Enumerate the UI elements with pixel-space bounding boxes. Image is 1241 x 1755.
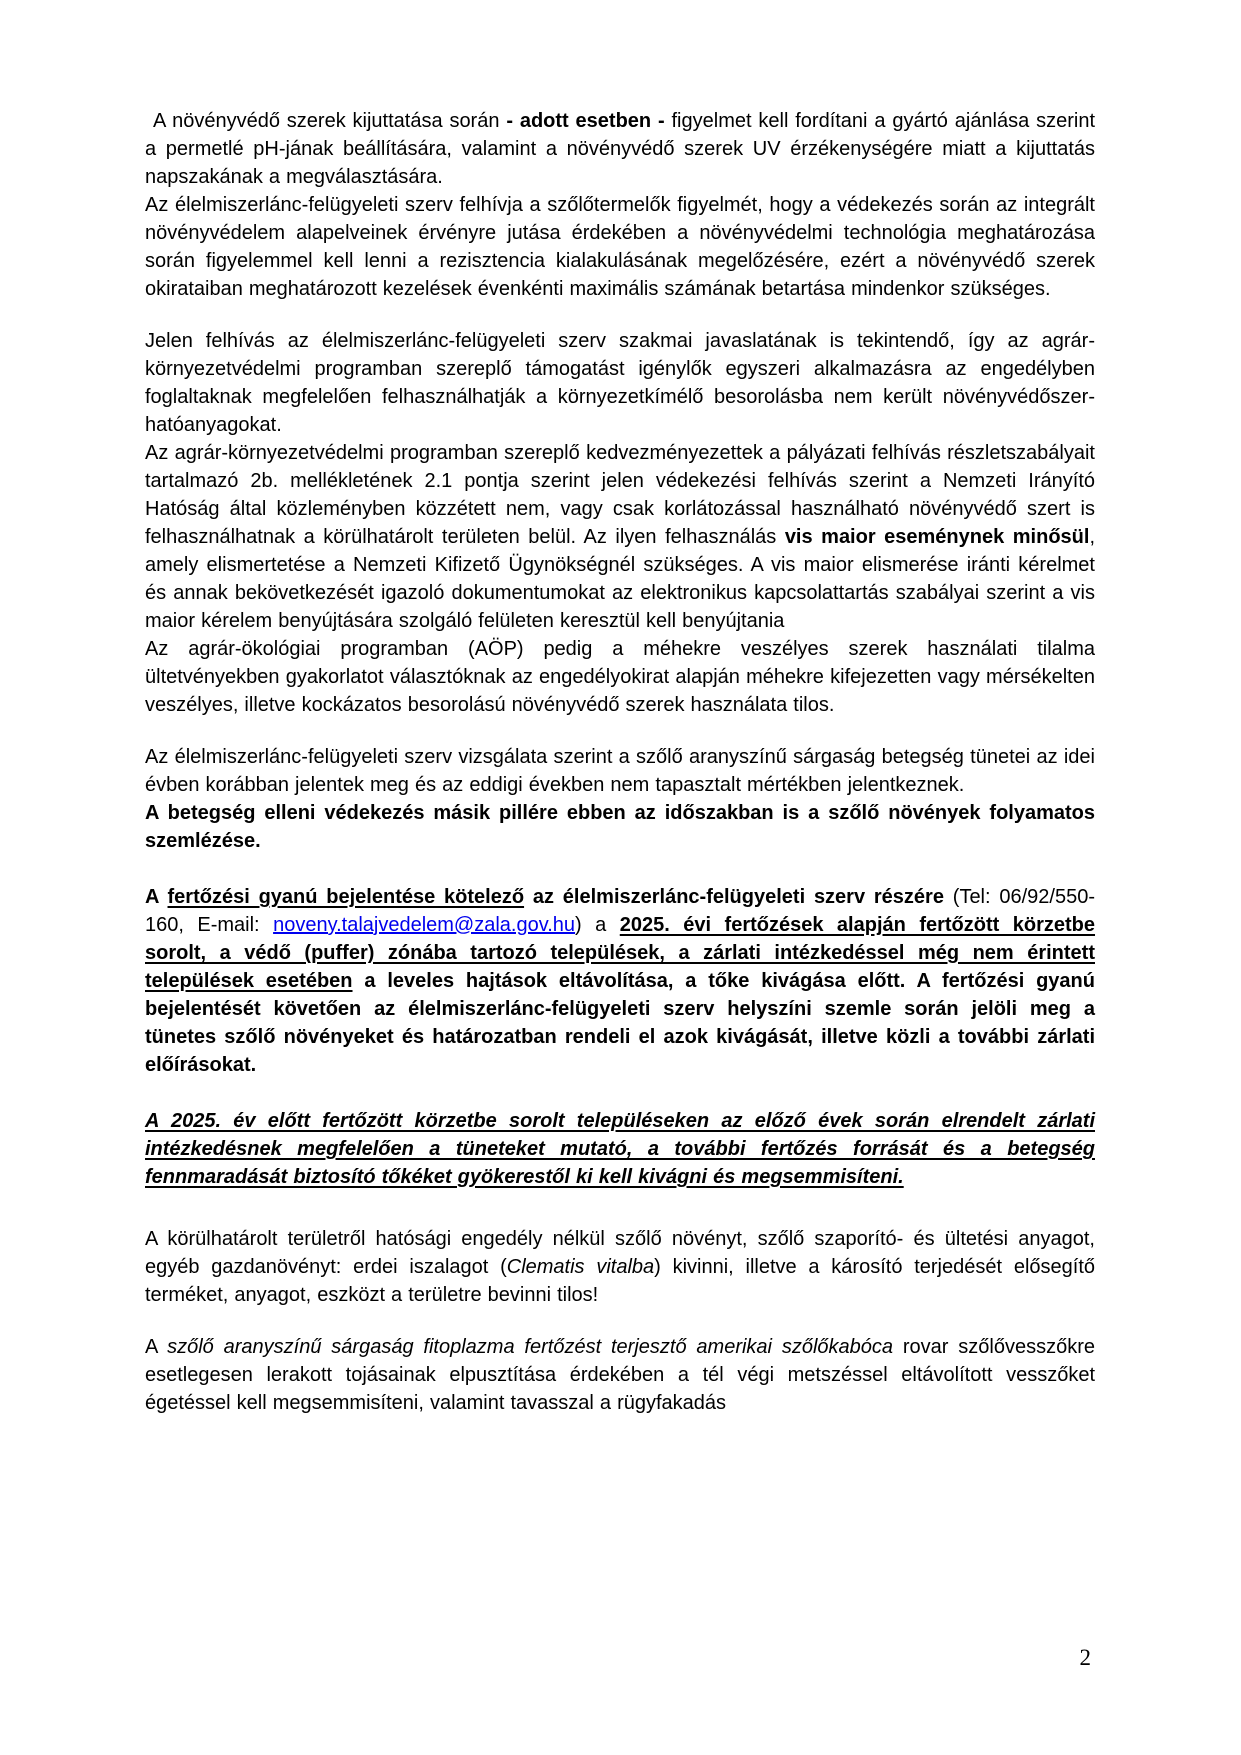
text-segment: Az élelmiszerlánc-felügyeleti szerv vizsgálata szerint a szőlő aranyszínű sárgaság betegség tünetei az idei évben korábban jelentek meg és az eddigi években nem tapasztalt mértékben jelentkeznek. [145,746,1095,796]
text-segment: figyelmet kell fordítani a gyártó ajánlása szerint a permetlé pH-jának beállítására, valamint a növényvédő szerek UV érzékenységére miatt a kijuttatás napszakának a megválasztására. [145,110,1096,188]
text-segment: A [145,1336,168,1358]
text-segment: Clematis vitalba [506,1256,655,1278]
disease-symptoms-paragraph [145,743,1095,799]
text-segment: A [145,886,168,908]
blank-line [145,855,1095,883]
spray-timing-paragraph [145,107,1095,191]
text-segment: A betegség elleni védekezés másik pillére ebben az időszakban is a szőlő növények folyamatos szemlézése. [145,802,1095,852]
text-segment: a leveles hajtások eltávolítása, a tőke kivágása előtt. A fertőzési gyanú bejelentését követően az élelmiszerlánc-felügyeleti szerv helyszíni szemle során jelöli meg a tünetes szőlő növényeket és határozatban rendeli el azok kivágását, illetve közli a további zárlati előírásokat. [145,970,1095,1076]
blank-line [145,303,1095,327]
text-segment: ) a [575,914,620,936]
blank-line [145,1191,1095,1225]
text-segment: - adott esetben - [506,110,665,132]
text-segment: Az agrár-ökológiai programban (AÖP) pedig a méhekre veszélyes szerek használati tilalma ültetvényekben gyakorlatot választóknak az engedélyokirat alapján méhekre kifejezetten vagy mérsékelten veszélyes, illetve kockázatos besorolású növényvédő szerek használata tilos. [145,638,1095,716]
professional-recommendation-paragraph [145,327,1095,439]
text-segment: Az agrár-környezetvédelmi programban szereplő kedvezményezettek a pályázati felhívás részletszabályait tartalmazó 2b. mellékletének 2.1 pontja szerint jelen védekezési felhívás szerint a Nemzeti Irányító Hatóság által közleményben közzétett nem, vagy csak korlátozással használható növényvédő szert is felhasználhatnak a körülhatárolt területen belül. Az ilyen felhasználás [145,442,1095,548]
blank-line [145,1079,1095,1107]
blank-line [145,719,1095,743]
text-segment: A körülhatárolt területről hatósági engedély nélkül szőlő növényt, szőlő szaporító- és ültetési anyagot, egyéb gazdanövényt: erdei iszalagot ( [145,1228,1095,1278]
text-segment: vis maior eseménynek minősül [784,526,1090,548]
text-segment: A növényvédő szerek kijuttatása során [153,110,507,132]
text-segment: Az élelmiszerlánc-felügyeleti szerv felhívja a szőlőtermelők figyelmét, hogy a védekezés során az integrált növényvédelem alapelveinek érvényre jutása érdekében a növényvédelmi technológia meghatározása során figyelemmel kell lenni a rezisztencia kialakulásának megelőzésére, ezért a növényvédő szerek okirataiban meghatározott kezelések évenkénti maximális számának betartása mindenkor szükséges. [145,194,1095,300]
text-segment: 2025. évi fertőzések alapján fertőzött körzetbe sorolt, a védő (puffer) zónába tartozó települések, a zárlati intézkedéssel még nem érintett települések esetében [145,914,1096,992]
text-segment: Jelen felhívás az élelmiszerlánc-felügyeleti szerv szakmai javaslatának is tekintendő, így az agrár-környezetvédelmi programban szereplő támogatást igénylők egyszeri alkalmazásra az engedélyben foglaltaknak megfelelően felhasználhatják a környezetkímélő besorolásba nem került növényvédőszer-hatóanyagokat. [145,330,1095,436]
blank-line [145,1309,1095,1333]
text-segment: A 2025. év előtt fertőzött körzetbe sorolt településeken az előző évek során elrendelt zárlati intézkedésnek megfelelően a tüneteket mutató, a további fertőzés forrását és a betegség fennmaradását biztosító tőkéket gyökerestől ki kell kivágni és megsemmisíteni. [145,1110,1095,1188]
text-segment: (Tel: 06/92/550-160, E-mail: [145,886,1096,936]
leafhopper-eggs-paragraph [145,1333,1095,1417]
aop-bee-protection-paragraph [145,635,1095,719]
text-segment: az élelmiszerlánc-felügyeleti szerv részére [524,886,944,908]
integrated-protection-paragraph [145,191,1095,303]
movement-restriction-paragraph [145,1225,1095,1309]
text-segment: , amely elismertetése a Nemzeti Kifizető Ügynökségnél szükséges. A vis maior elismerése iránti kérelmet és annak bekövetkezését igazoló dokumentumokat az elektronikus kapcsolattartás szabályai szerint a vis maior kérelem benyújtására szolgáló felületen keresztül kell benyújtania [145,526,1096,632]
text-segment: ) kivinni, illetve a károsító terjedését elősegítő terméket, anyagot, eszközt a területre bevinni tilos! [145,1256,1095,1306]
continuous-inspection-statement [145,799,1095,855]
document-body [145,107,1095,1417]
pre-2025-quarantine-directive [145,1107,1095,1191]
email-link[interactable]: noveny.talajvedelem@zala.gov.hu [273,914,576,936]
text-segment: szőlő aranyszínű sárgaság fitoplazma fertőzést terjesztő amerikai szőlőkabóca [167,1336,894,1358]
text-segment: rovar szőlővesszőkre esetlegesen lerakott tojásainak elpusztítása érdekében a tél végi metszéssel eltávolított vesszőket égetéssel kell megsemmisíteni, valamint tavasszal a rügyfakadás [145,1336,1096,1414]
text-segment: fertőzési gyanú bejelentése kötelező [167,886,525,908]
vis-maior-paragraph [145,439,1095,635]
infection-report-obligation-paragraph [145,883,1095,1079]
page-number: 2 [1079,1645,1091,1670]
